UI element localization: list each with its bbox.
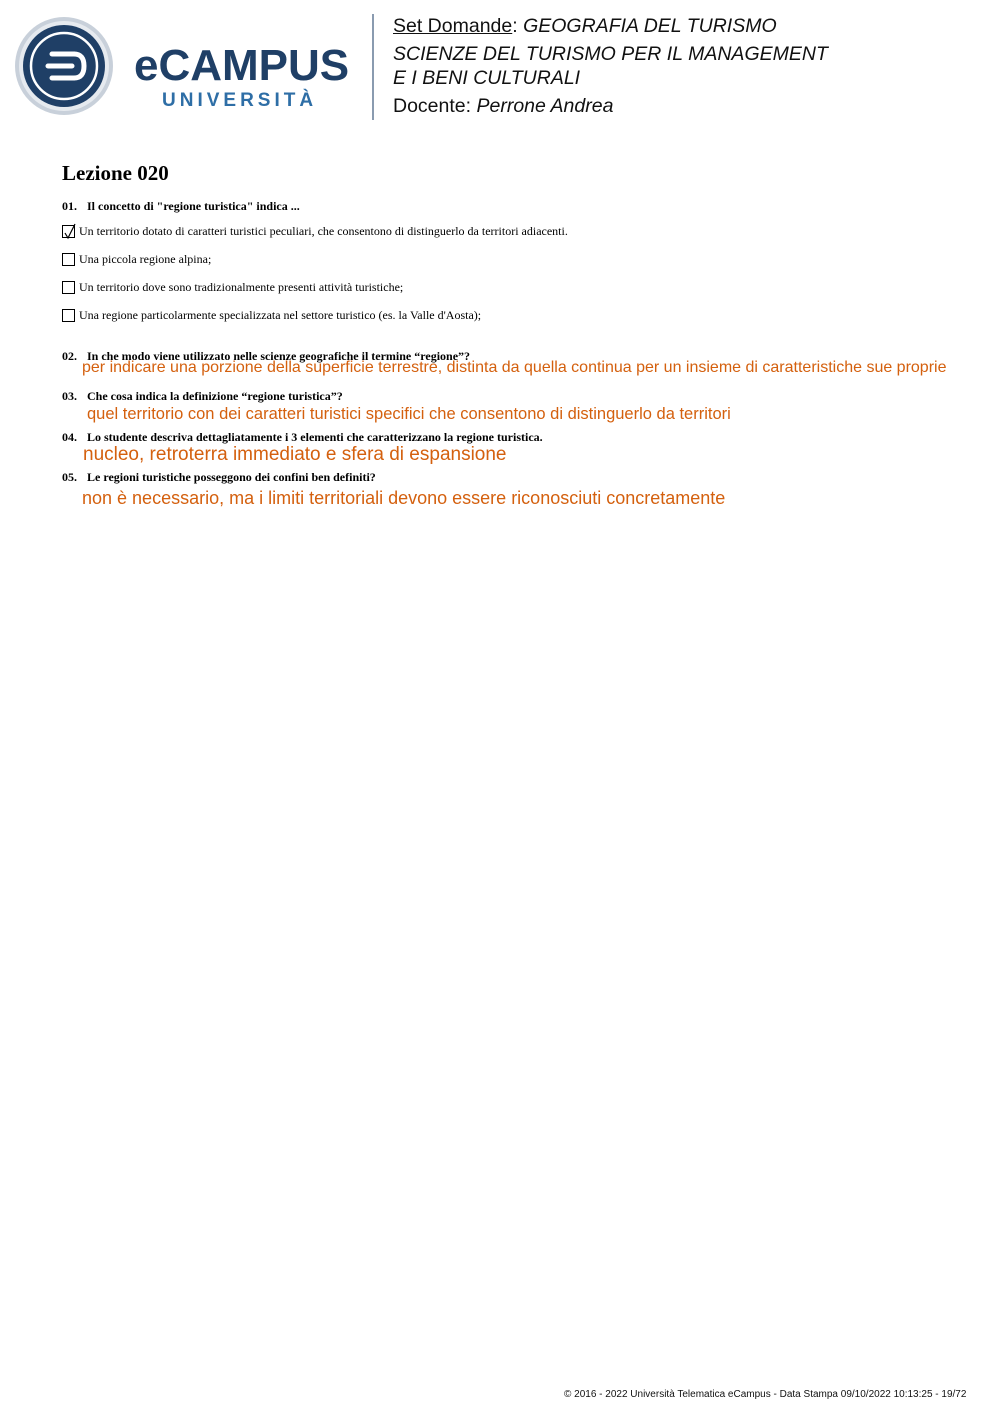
teacher-line (393, 94, 828, 118)
checkbox[interactable] (62, 281, 75, 294)
answer-05: non è necessario, ma i limiti territoriali devono essere riconosciuti concretamente (82, 488, 726, 508)
page-footer: © 2016 - 2022 Università Telematica eCampus - Data Stampa 09/10/2022 10:13:25 - 19/72 (564, 1389, 967, 1400)
question-number: 02. (62, 349, 77, 363)
question-text: Il concetto di "regione turistica" indica ... (87, 199, 300, 213)
question-text: Lo studente descriva dettagliatamente i 3 elementi che caratterizzano la regione turistica. (87, 430, 543, 444)
checkbox-checked[interactable] (62, 225, 75, 238)
answer-04: nucleo, retroterra immediato e sfera di espansione (83, 444, 507, 465)
question-05 (62, 470, 376, 485)
course-line-2: E I BENI CULTURALI (393, 67, 581, 89)
question-03 (62, 389, 343, 404)
answer-02: per indicare una porzione della superficie terrestre, distinta da quella continua per un insieme di caratteristiche sue proprie (82, 359, 947, 376)
logo-subtitle: UNIVERSITÀ (162, 90, 318, 111)
teacher-label: Docente: (393, 95, 472, 117)
option-text: Un territorio dove sono tradizionalmente presenti attività turistiche; (79, 280, 404, 294)
question-number: 05. (62, 470, 77, 484)
question-number: 01. (62, 199, 77, 213)
course-line-1: SCIENZE DEL TURISMO PER IL MANAGEMENT (393, 43, 828, 65)
question-text: In che modo viene utilizzato nelle scienze geografiche il termine “regione”? (87, 349, 471, 363)
lesson-title: Lezione 020 (62, 161, 169, 185)
option-text: Un territorio dotato di caratteri turistici peculiari, che consentono di distinguerlo da territori adiacenti. (79, 224, 568, 238)
check-icon (63, 223, 77, 240)
checkbox[interactable] (62, 309, 75, 322)
question-text: Che cosa indica la definizione “regione turistica”? (87, 389, 343, 403)
option-text: Una regione particolarmente specializzata nel settore turistico (es. la Valle d'Aosta); (79, 308, 482, 322)
option-3[interactable] (62, 280, 403, 295)
checkbox[interactable] (62, 253, 75, 266)
header-subject-line: Set Domande: GEOGRAFIA DEL TURISMO (393, 15, 777, 37)
logo-wordmark: eCAMPUS (134, 41, 350, 90)
header-divider (372, 14, 374, 120)
question-text: Le regioni turistiche posseggono dei confini ben definiti? (87, 470, 376, 484)
option-4[interactable] (62, 308, 481, 323)
question-04 (62, 430, 543, 445)
question-01 (62, 199, 300, 214)
option-1[interactable] (62, 224, 568, 239)
answer-03: quel territorio con dei caratteri turistici specifici che consentono di distinguerlo da territori (87, 405, 731, 423)
subject-title: GEOGRAFIA DEL TURISMO (523, 15, 777, 37)
question-number: 03. (62, 389, 77, 403)
option-text: Una piccola regione alpina; (79, 252, 212, 266)
teacher-name: Perrone Andrea (476, 95, 614, 117)
option-2[interactable] (62, 252, 211, 267)
question-number: 04. (62, 430, 77, 444)
set-label: Set Domande (393, 15, 513, 37)
ecampus-logo (14, 14, 359, 118)
header-info (393, 14, 828, 118)
